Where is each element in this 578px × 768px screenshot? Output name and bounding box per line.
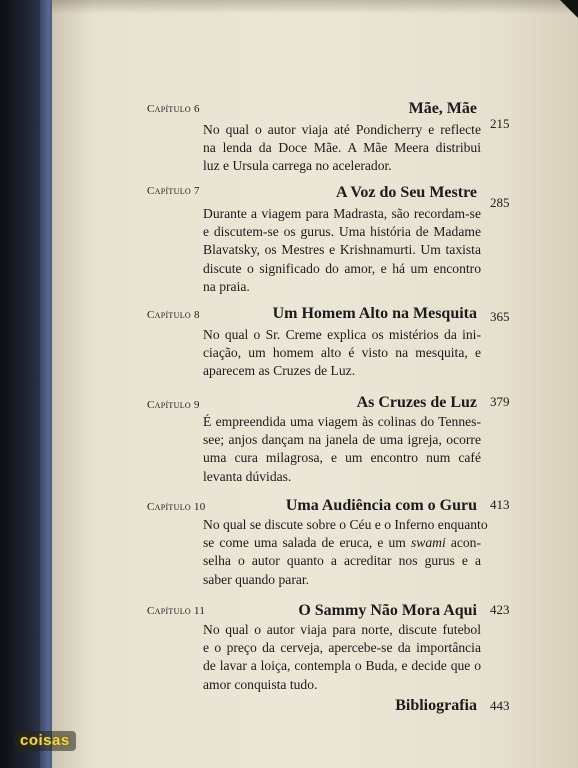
chapter-summary — [203, 205, 481, 296]
summary-line: aparecem as Cruzes de Luz. — [203, 363, 356, 379]
summary-line: na praia. — [203, 278, 250, 294]
chapter-summary — [203, 121, 481, 176]
chapter-title: Um Homem Alto na Mesquita — [272, 305, 477, 322]
summary-line: e discutem-se os gurus. Uma história de Madame — [203, 224, 481, 240]
chapter-summary — [203, 326, 481, 381]
summary-line: saber quando parar. — [203, 571, 310, 587]
summary-line: uma cura milagrosa, e um encontro num café — [203, 450, 481, 466]
summary-line: se come uma salada de eruca, e um swami acon- — [203, 535, 482, 551]
summary-line: Blavatsky, os Mestres e Krishnamurti. Um taxista — [203, 242, 481, 258]
page-number: 215 — [490, 116, 510, 131]
bibliography-title: Bibliografia — [395, 697, 477, 714]
summary-line: levanta dúvidas. — [203, 468, 292, 484]
page-shadow — [52, 0, 578, 14]
chapter-label: Capítulo 9 — [147, 399, 200, 411]
summary-line: see; anjos dançam na janela de uma igreja, ocorre — [203, 432, 481, 448]
watermark-logo: coisas — [14, 731, 76, 751]
chapter-label: Capítulo 7 — [147, 185, 200, 197]
summary-line: No qual o autor viaja até Pondicherry e reflecte — [203, 122, 481, 137]
summary-line: selha o autor quanto a acreditar nos gurus e a — [203, 553, 481, 569]
summary-line: amor conquista tudo. — [203, 676, 318, 692]
summary-line: e o preço da cerveja, apercebe-se da importância — [203, 640, 481, 656]
page-number: 443 — [490, 698, 510, 713]
chapter-label: Capítulo 11 — [147, 605, 206, 617]
chapter-title: Uma Audiência com o Guru — [285, 497, 477, 514]
chapter-label: Capítulo 10 — [147, 501, 206, 513]
summary-line: discute o significado do amor, e há um encontro — [203, 260, 481, 276]
summary-line: na lenda da Doce Mãe. A Mãe Meera distribui — [203, 140, 481, 156]
chapter-summary — [203, 621, 481, 694]
page-number: 379 — [490, 394, 510, 409]
page-number: 365 — [490, 309, 510, 324]
summary-line: ciação, um homem alto é visto na mesquita, e — [203, 345, 481, 361]
summary-line: No qual o Sr. Creme explica os mistérios da ini- — [203, 327, 481, 342]
summary-line: É empreendida uma viagem às colinas do Tennes- — [203, 414, 481, 429]
summary-line: No qual se discute sobre o Céu e o Inferno enquanto — [203, 517, 488, 532]
chapter-title: A Voz do Seu Mestre — [335, 184, 477, 201]
summary-line: Durante a viagem para Madrasta, são recordam-se — [203, 206, 481, 221]
summary-line: luz e Ursula carrega no acelerador. — [203, 158, 392, 174]
chapter-title: Mãe, Mãe — [408, 100, 477, 117]
summary-line: No qual o autor viaja para norte, discute futebol — [203, 622, 481, 637]
page-number: 285 — [490, 195, 510, 210]
chapter-label: Capítulo 6 — [147, 103, 200, 115]
chapter-summary — [203, 413, 481, 486]
summary-line: de lavar a loiça, contempla o Buda, e decide que o — [203, 658, 481, 674]
chapter-title: As Cruzes de Luz — [356, 394, 477, 411]
chapter-title: O Sammy Não Mora Aqui — [298, 602, 477, 619]
page-number: 423 — [490, 602, 510, 617]
page-number: 413 — [490, 497, 510, 512]
chapter-label: Capítulo 8 — [147, 309, 200, 321]
chapter-summary — [203, 516, 488, 589]
